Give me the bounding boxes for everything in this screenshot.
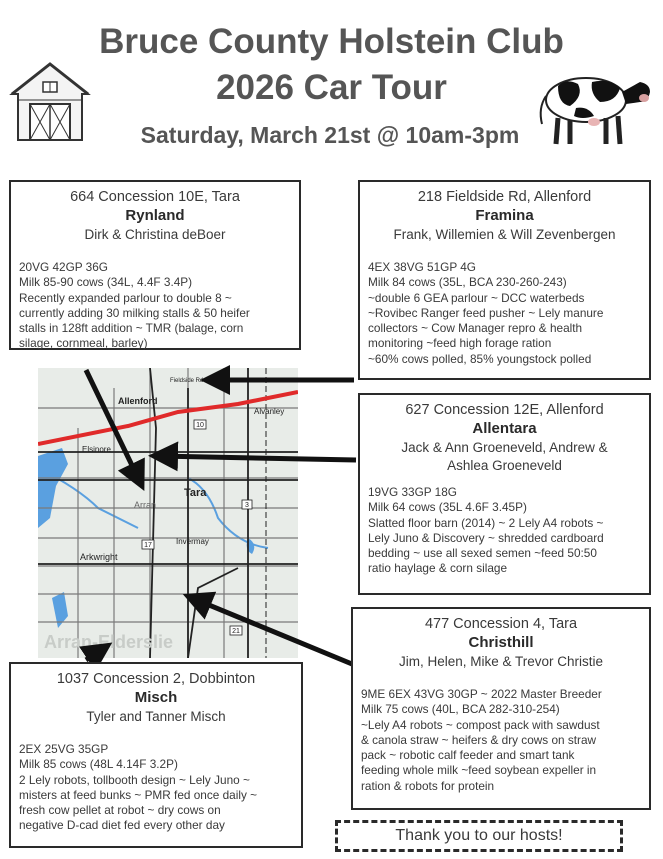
farm-address: 664 Concession 10E, Tara [70,189,240,205]
map-label-arran: Arran [134,500,157,510]
arrow-misch [86,648,104,660]
detail-line: 4EX 38VG 51GP 4G [368,260,476,274]
map-label-tara: Tara [184,487,207,499]
map-label-arran-elderslie: Arran-Elderslie [44,632,174,652]
farm-details [368,260,641,367]
detail-line: Slatted floor barn (2014) ~ 2 Lely A4 robots ~ [368,515,604,530]
detail-line: Milk 75 cows (40L, BCA 282-310-254) [361,702,560,717]
farm-card-christhill [351,607,651,810]
farm-details [361,687,641,794]
detail-line: monitoring ~feed high forage ration [368,336,552,351]
map-label-fieldside: Fieldside Rd [170,378,204,384]
detail-line: currently adding 30 milking stalls & 50 heifer [19,305,250,320]
detail-line: & canola straw ~ heifers & dry cows on straw [361,732,597,747]
farm-owners: Dirk & Christina deBoer [84,227,226,242]
map-label-allenford: Allenford [118,396,158,406]
farm-card-misch [9,662,303,848]
detail-line: pack ~ robotic calf feeder and smart tank [361,748,575,763]
farm-owners-cont: Ashlea Groeneveld [447,458,562,473]
detail-line: ration & robots for protein [361,778,495,793]
farm-details [19,260,291,352]
farm-address: 218 Fieldside Rd, Allenford [417,189,592,205]
map-road-10: 10 [196,422,204,429]
event-date: Saturday, March 21st @ 10am-3pm [140,122,520,148]
detail-line: Recently expanded parlour to double 8 ~ [19,290,232,305]
detail-line: Milk 64 cows (35L 4.6F 3.45P) [368,500,527,515]
farm-name: Misch [134,689,178,706]
farm-card-allentara [358,393,651,595]
farm-owners: Jim, Helen, Mike & Trevor Christie [398,654,604,669]
detail-line: ~60% cows polled, 85% youngstock polled [368,351,592,366]
map-label-elsinore: Elsinore [82,445,111,454]
arrow-rynland [86,370,140,482]
detail-line: 20VG 42GP 36G [19,260,108,274]
detail-line: ~Rovibec Ranger feed pusher ~ Lely manure [368,305,604,320]
farm-address: 627 Concession 12E, Allenford [405,402,604,418]
map-label-arkwright: Arkwright [80,552,118,562]
detail-line: negative D-cad diet fed every other day [19,818,225,833]
detail-line: 19VG 33GP 18G [368,485,457,499]
farm-name: Rynland [125,207,185,224]
farm-owners: Frank, Willemien & Will Zevenbergen [393,227,616,242]
page-subtitle-year: 2026 Car Tour [216,68,447,107]
detail-line: Milk 85 cows (48L 4.14F 3.2P) [19,757,178,772]
farm-card-rynland [9,180,301,350]
map-road-3: 3 [245,502,249,509]
page-title: Bruce County Holstein Club [99,22,564,61]
detail-line: bedding ~ use all sexed semen ~feed 50:50 [368,546,597,561]
detail-line: 9ME 6EX 43VG 30GP ~ 2022 Master Breeder [361,687,602,701]
farm-card-framina [358,180,651,380]
farm-address: 1037 Concession 2, Dobbinton [56,671,256,687]
farm-owners: Jack & Ann Groeneveld, Andrew & [401,440,608,455]
detail-line: 2EX 25VG 35GP [19,742,109,756]
detail-line: 2 Lely robots, tollbooth design ~ Lely Juno ~ [19,772,250,787]
detail-line: ratio haylage & corn silage [368,561,508,576]
detail-line: Milk 84 cows (35L, BCA 230-260-243) [368,275,567,290]
farm-name: Allentara [472,420,537,437]
farm-address: 477 Concession 4, Tara [424,616,578,632]
detail-line: feeding whole milk ~feed soybean expeller in [361,763,597,778]
detail-line: misters at feed bunks ~ PMR fed once daily ~ [19,787,258,802]
map-road-21: 21 [232,628,240,635]
arrow-christhill [192,598,352,664]
detail-line: ~Lely A4 robots ~ compost pack with sawdust [361,717,600,732]
detail-line: collectors ~ Cow Manager repro & health [368,321,583,336]
detail-line: ~double 6 GEA parlour ~ DCC waterbeds [368,290,585,305]
detail-line: silage, cornmeal, barley) [19,336,148,351]
farm-details [368,485,641,577]
farm-owners: Tyler and Tanner Misch [86,709,226,724]
map-label-alvanley: Alvanley [254,407,285,416]
detail-line: stalls in 128ft addition ~ TMR (balage, corn [19,321,244,336]
detail-line: Milk 85-90 cows (34L, 4.4F 3.4P) [19,275,193,290]
farm-name: Framina [475,207,534,224]
map-label-invermay: Invermay [176,537,209,546]
detail-line: Lely Juno & Discovery ~ shredded cardboard [368,530,604,545]
arrow-allentara [158,456,356,460]
thank-you-banner: Thank you to our hosts! [335,820,623,852]
farm-details [19,742,293,834]
farm-name: Christhill [468,634,534,651]
map-road-17: 17 [144,542,152,549]
detail-line: fresh cow pellet at robot ~ dry cows on [19,803,221,818]
